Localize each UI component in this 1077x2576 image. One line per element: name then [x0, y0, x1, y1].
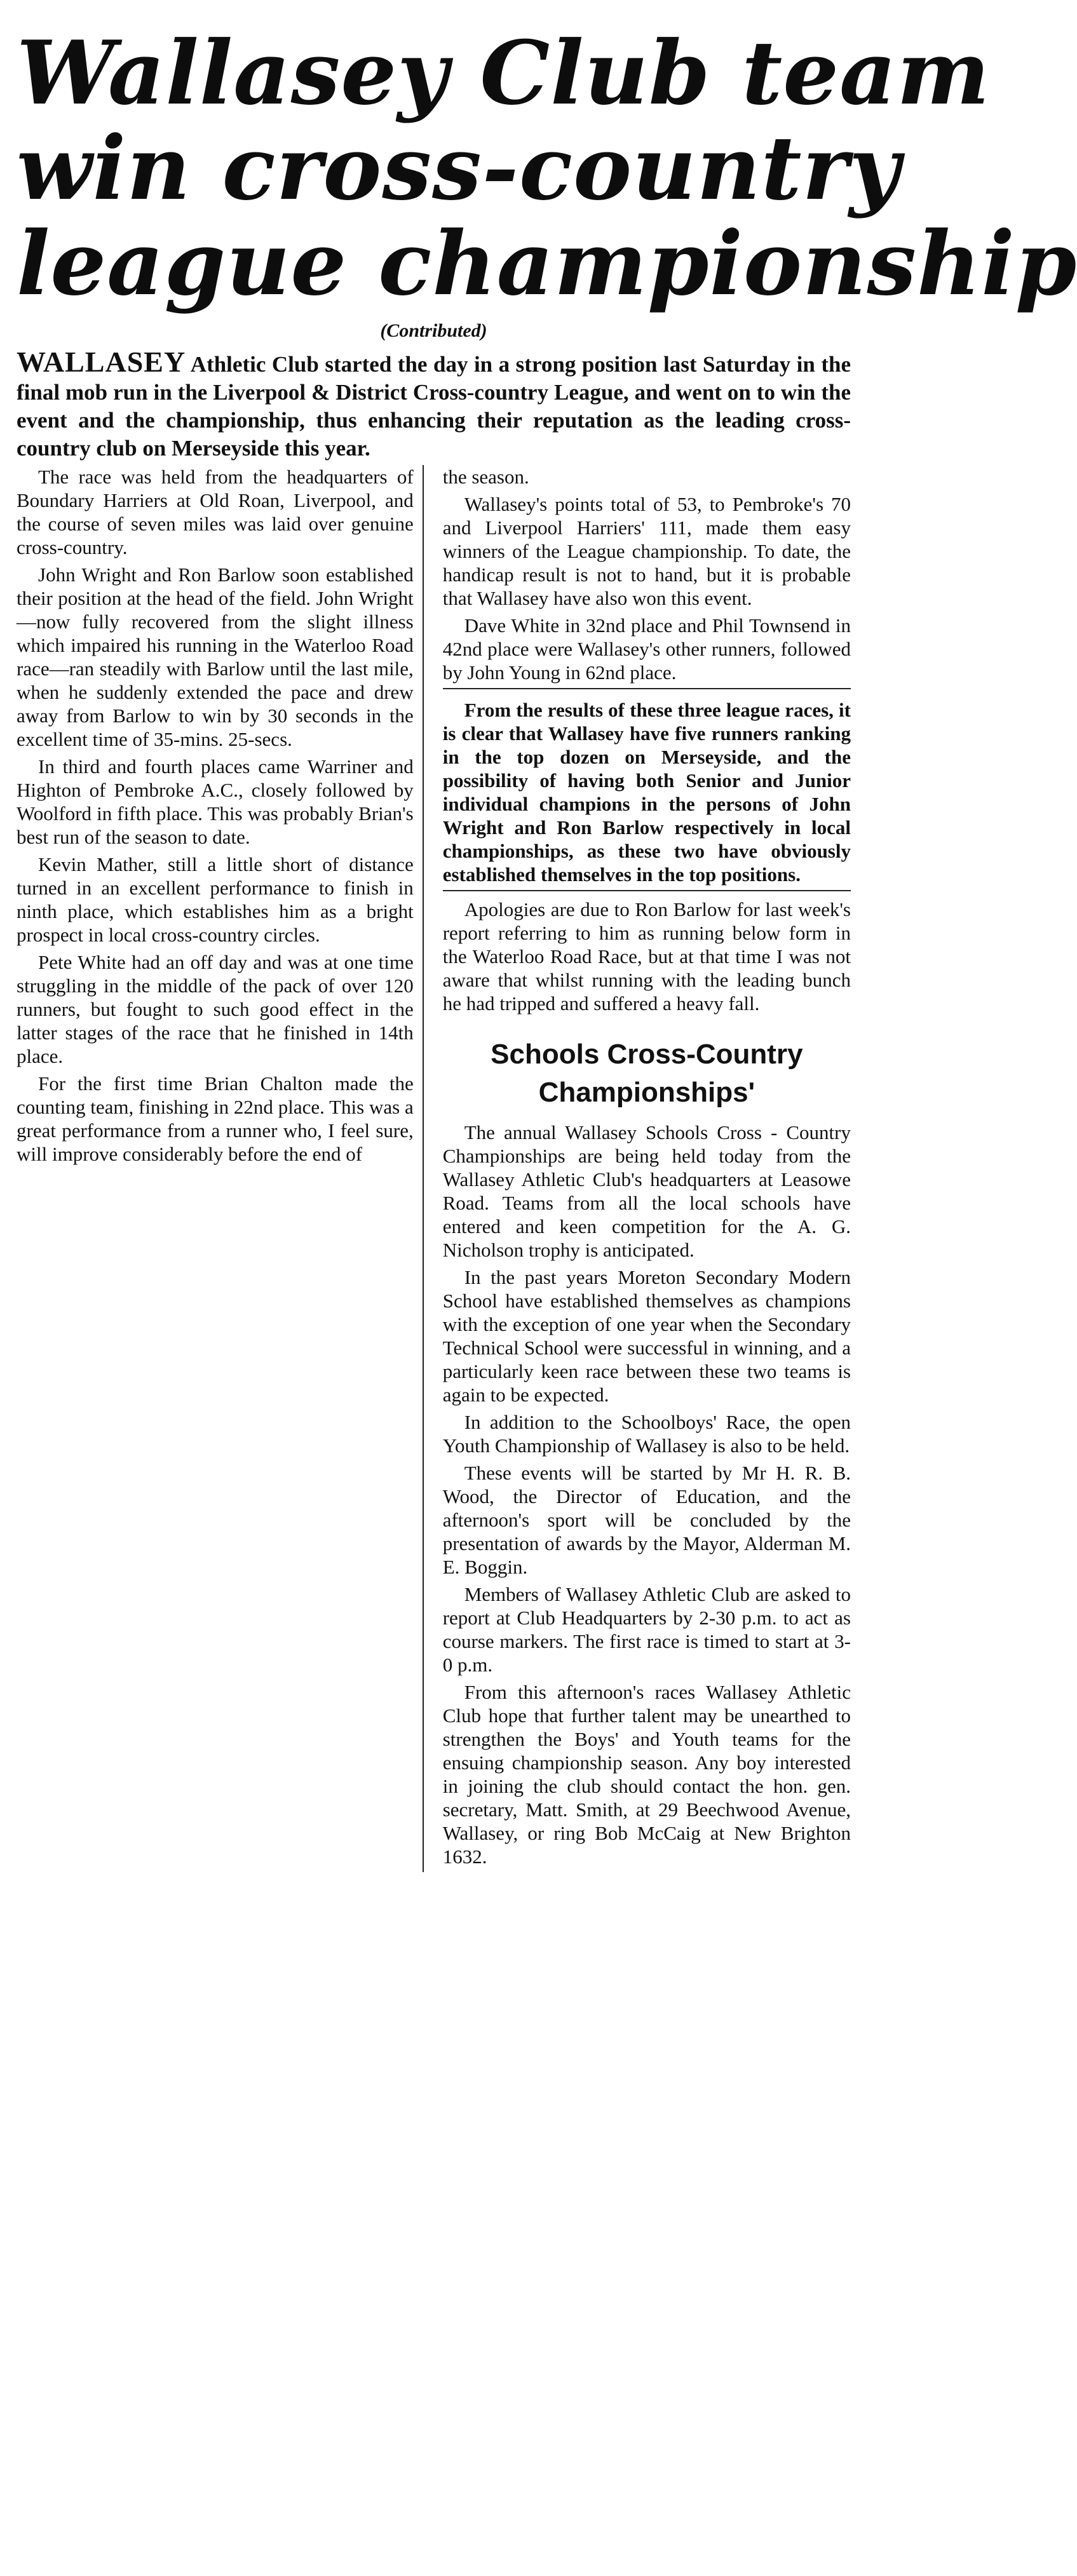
headline-line-2: win cross-country [17, 116, 901, 220]
headline-line-3: league championship [17, 212, 1077, 315]
left-paragraph: In third and fourth places came Warriner and Highton of Pembroke A.C., closely followed by Woolford in fifth place. This was probably Brian's best run of the season to date. [17, 755, 414, 848]
schools-paragraph: From this afternoon's races Wallasey Athletic Club hope that further talent may be unearthed to strengthen the Boys' and Youth teams for the ensuing championship season. Any boy interested in joining the club should contact the hon. gen. secretary, Matt. Smith, at 29 Beechwood Avenue, Wallasey, or ring Bob McCaig at New Brighton 1632. [442, 1681, 851, 1868]
right-paragraph: Wallasey's points total of 53, to Pembroke's 70 and Liverpool Harriers' 111, made them easy winners of the League championship. To date, the handicap result is not to hand, but it is probable that Wallasey have also won this event. [442, 493, 851, 609]
intro-paragraph [17, 348, 851, 462]
intro-text: Athletic Club started the day in a strong position last Saturday in the final mob run in the Liverpool & District Cross-country League, and went on to win the event and the championship, thus enhancing their reputation as the leading cross-country club on Merseyside this year. [17, 352, 851, 461]
schools-paragraph: These events will be started by Mr H. R. B. Wood, the Director of Education, and the afternoon's sport will be concluded by the presentation of awards by the Mayor, Alderman M. E. Boggin. [442, 1462, 851, 1578]
left-column [17, 465, 423, 1872]
headline-line-1: Wallasey Club team [17, 21, 991, 125]
schools-paragraph: The annual Wallasey Schools Cross - Country Championships are being held today from the Wallasey Athletic Club's headquarters at Leasowe Road. Teams from all the local schools have entered and keen competition for the A. G. Nicholson trophy is anticipated. [442, 1121, 851, 1261]
column-divider [443, 890, 851, 891]
left-paragraph: For the first time Brian Chalton made the counting team, finishing in 22nd place. This was a great performance from a runner who, I feel sure, will improve considerably before the end of [17, 1072, 414, 1165]
continued-text: the season. [442, 466, 529, 488]
schools-subheading: Schools Cross-Country Championships' [491, 1039, 803, 1108]
column-divider [443, 688, 851, 689]
schools-paragraph: Members of Wallasey Athletic Club are asked to report at Club Headquarters by 2-30 p.m. to act as course markers. The first race is timed to start at 3-0 p.m. [442, 1583, 851, 1676]
headline [17, 21, 1077, 315]
apology-paragraph: Apologies are due to Ron Barlow for last week's report referring to him as running below form in the Waterloo Road Race, but at that time I was not aware that whilst running with the leading bunch he had tripped and suffered a heavy fall. [442, 898, 851, 1015]
intro-first-word: WALLASEY [17, 346, 186, 378]
left-paragraph: John Wright and Ron Barlow soon established their position at the head of the field. John Wright—now fully recovered from the slight illness which impaired his running in the Waterloo Road race—ran steadily with Barlow until the last mile, when he suddenly extended the pace and drew away from Barlow to win by 30 seconds in the excellent time of 35-mins. 25-secs. [17, 563, 414, 750]
summary-paragraph: From the results of these three league races, it is clear that Wallasey have five runners ranking in the top dozen on Merseyside, and the possibility of having both Senior and Junior individual champions in the persons of John Wright and Ron Barlow respectively in local championships, as these two have obviously established themselves in the top positions. [442, 699, 851, 886]
article-columns [17, 465, 851, 1872]
schools-paragraph: In the past years Moreton Secondary Modern School have established themselves as champions with the exception of one year when the Secondary Technical School were successful in winning, and a particularly keen race between these two teams is again to be expected. [442, 1266, 851, 1406]
right-column [423, 465, 851, 1872]
schools-paragraph: In addition to the Schoolboys' Race, the open Youth Championship of Wallasey is also to be held. [442, 1411, 851, 1457]
left-paragraph: The race was held from the headquarters of Boundary Harriers at Old Roan, Liverpool, and the course of seven miles was laid over genuine cross-country. [17, 466, 414, 558]
left-paragraph: Pete White had an off day and was at one time struggling in the middle of the pack of over 120 runners, but fought to such good effect in the latter stages of the race that he finished in 14th place. [17, 951, 414, 1067]
left-paragraph: Kevin Mather, still a little short of distance turned in an excellent performance to finish in ninth place, which establishes him as a bright prospect in local cross-country circles. [17, 853, 414, 946]
byline: (Contributed) [380, 320, 487, 341]
right-paragraph: Dave White in 32nd place and Phil Townsend in 42nd place were Wallasey's other runners, followed by John Young in 62nd place. [442, 614, 851, 684]
